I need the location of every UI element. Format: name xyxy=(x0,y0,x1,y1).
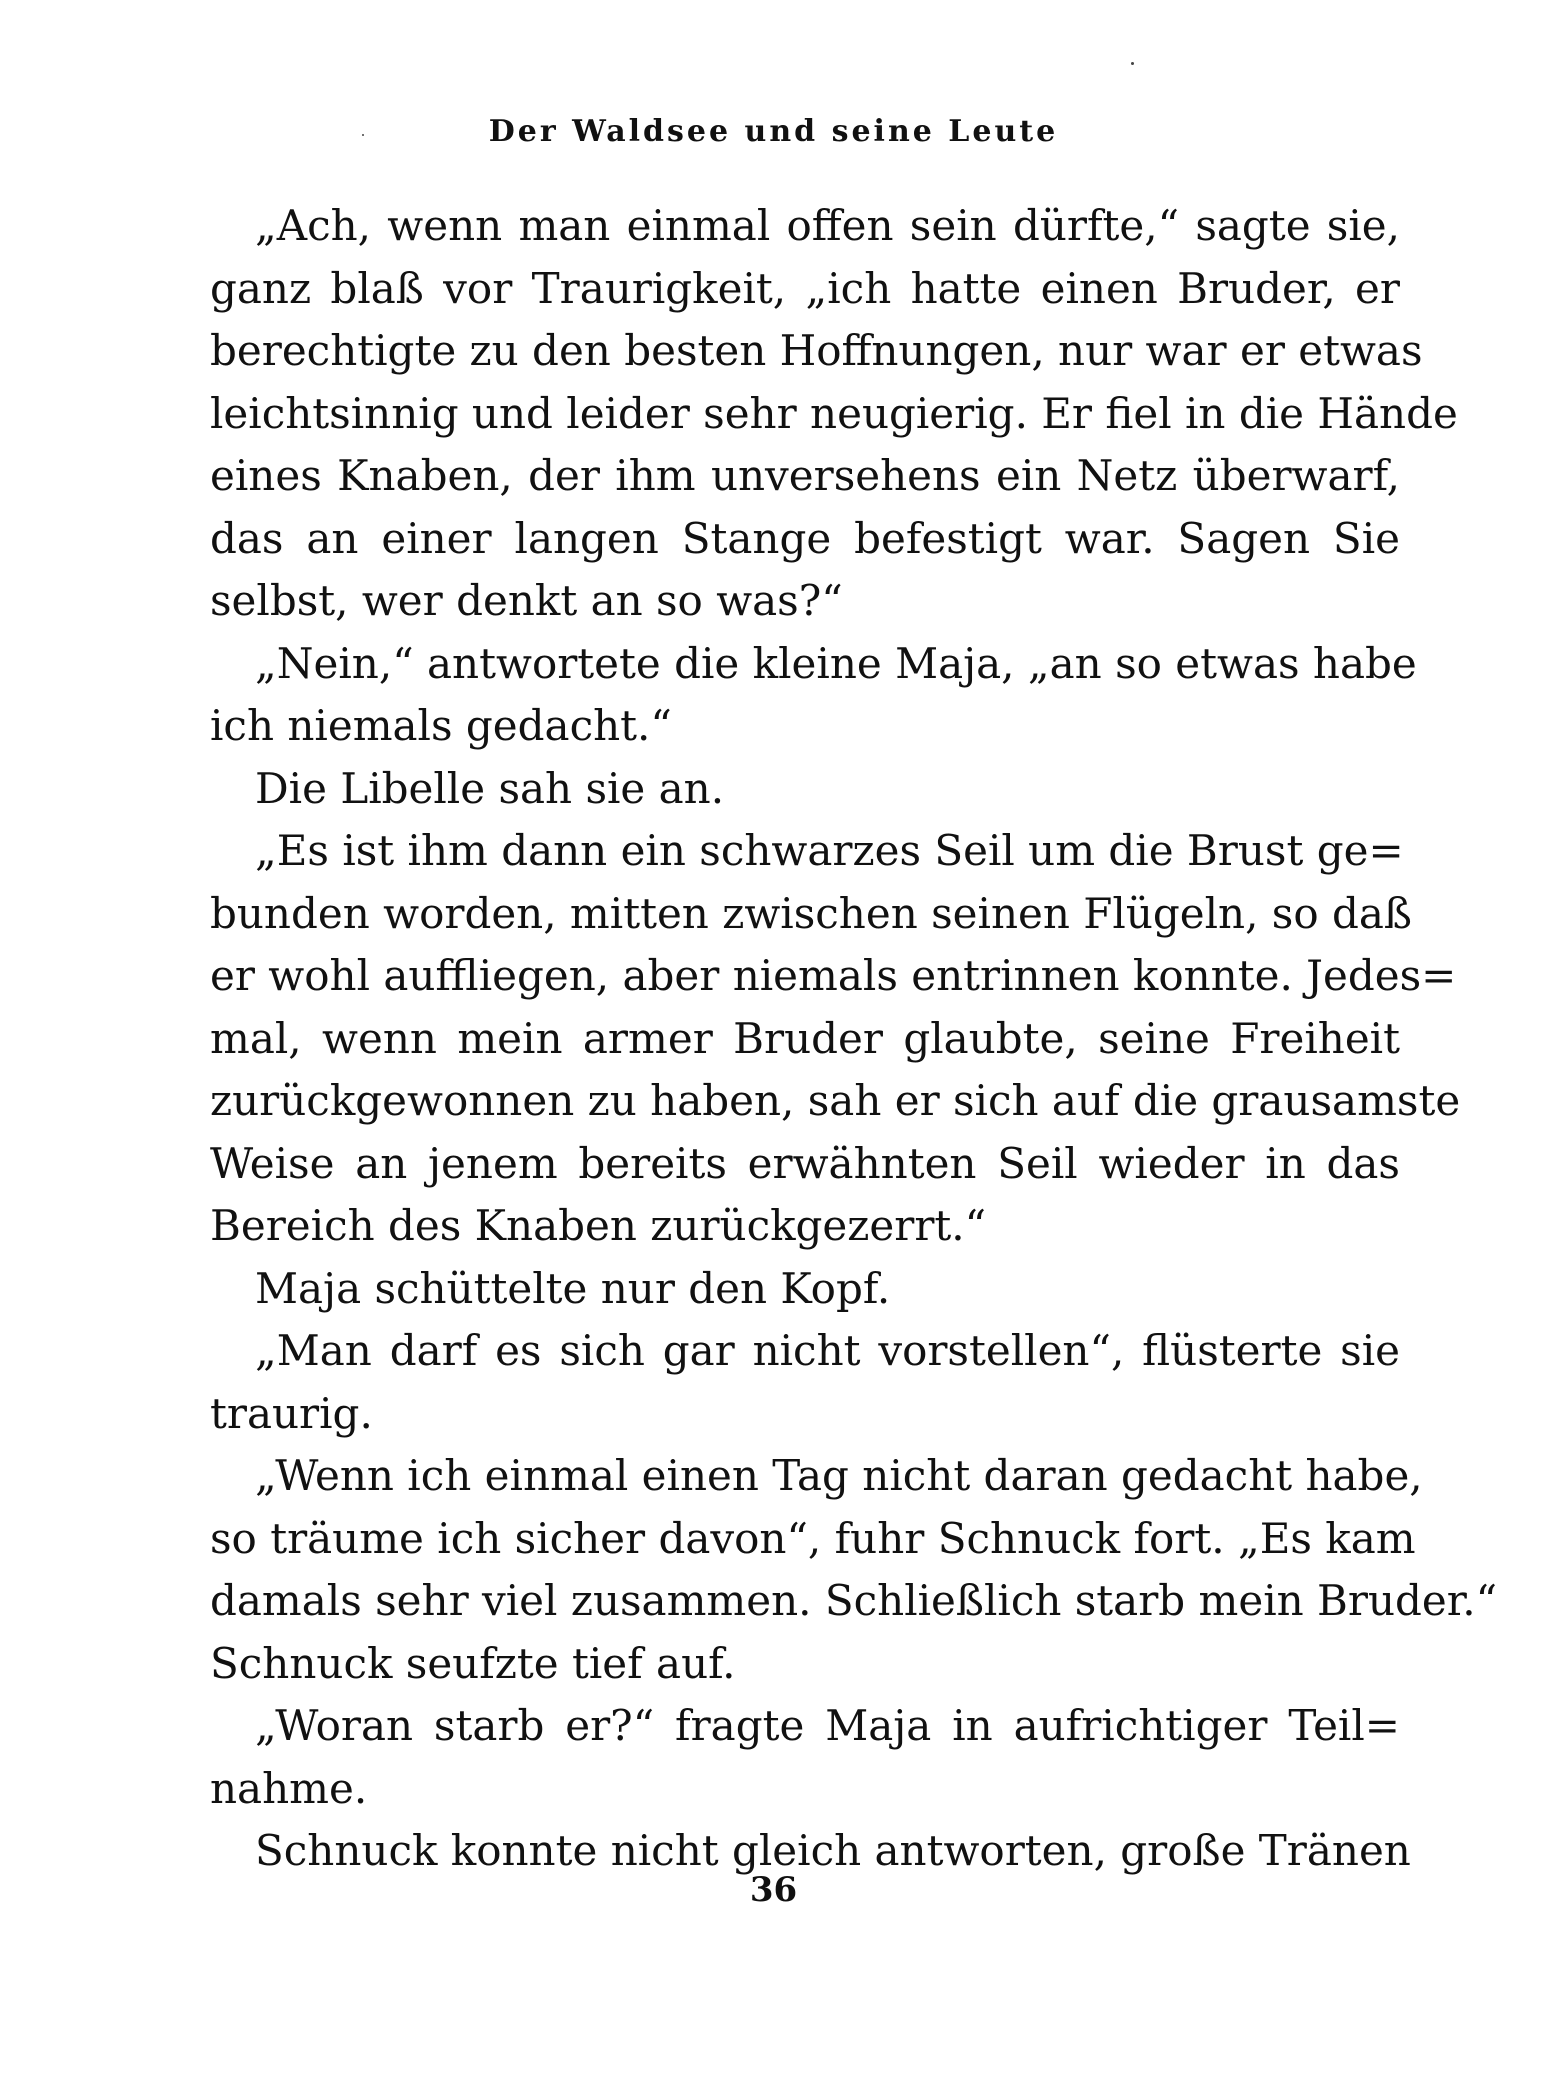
text-line: „Ach, wenn man einmal offen sein dürfte,“ sagte sie, xyxy=(255,201,1400,250)
text-line: „Man darf es sich gar nicht vorstellen“, flüsterte sie xyxy=(255,1326,1400,1375)
text-line: damals sehr viel zusammen. Schließlich starb mein Bruder.“ xyxy=(210,1576,1498,1625)
text-line: bunden worden, mitten zwischen seinen Flügeln, so daß xyxy=(210,888,1412,938)
page-number: 36 xyxy=(749,1870,798,1910)
text-line: Schnuck seufzte tief auf. xyxy=(210,1638,736,1688)
text-line: das an einer langen Stange befestigt war. Sagen Sie xyxy=(210,513,1400,563)
text-line: berechtigte zu den besten Hoffnungen, nur war er etwas xyxy=(210,326,1423,375)
text-line: Bereich des Knaben zurückgezerrt.“ xyxy=(210,1201,987,1250)
text-line: so träume ich sicher davon“, fuhr Schnuck fort. „Es kam xyxy=(210,1513,1416,1563)
text-line: mal, wenn mein armer Bruder glaubte, seine Freiheit xyxy=(210,1013,1400,1063)
text-line: eines Knaben, der ihm unversehens ein Netz überwarf, xyxy=(210,451,1400,500)
text-line: Die Libelle sah sie an. xyxy=(255,763,725,813)
text-line: Maja schüttelte nur den Kopf. xyxy=(255,1263,891,1313)
text-line: er wohl auffliegen, aber niemals entrinnen konnte. Jedes= xyxy=(210,951,1457,1000)
text-line: „Es ist ihm dann ein schwarzes Seil um die Brust ge= xyxy=(255,826,1404,875)
text-line: ich niemals gedacht.“ xyxy=(210,701,672,750)
text-line: nahme. xyxy=(210,1763,368,1813)
text-line: „Nein,“ antwortete die kleine Maja, „an so etwas habe xyxy=(255,638,1417,688)
body-text xyxy=(210,195,1498,1883)
paper-speck xyxy=(362,134,364,136)
text-line: selbst, wer denkt an so was?“ xyxy=(210,576,843,625)
paper-speck xyxy=(1131,62,1134,65)
text-line: „Woran starb er?“ fragte Maja in aufrichtiger Teil= xyxy=(255,1701,1400,1750)
text-line: zurückgewonnen zu haben, sah er sich auf die grausamste xyxy=(210,1076,1461,1125)
text-line: Schnuck konnte nicht gleich antworten, große Tränen xyxy=(255,1826,1411,1875)
text-line: ganz blaß vor Traurigkeit, „ich hatte einen Bruder, er xyxy=(210,263,1400,313)
text-line: leichtsinnig und leider sehr neugierig. Er fiel in die Hände xyxy=(210,388,1458,438)
running-head: Der Waldsee und seine Leute xyxy=(488,114,1059,149)
text-line: Weise an jenem bereits erwähnten Seil wieder in das xyxy=(210,1138,1400,1188)
text-line: traurig. xyxy=(210,1388,373,1438)
text-line: „Wenn ich einmal einen Tag nicht daran gedacht habe, xyxy=(255,1451,1423,1500)
